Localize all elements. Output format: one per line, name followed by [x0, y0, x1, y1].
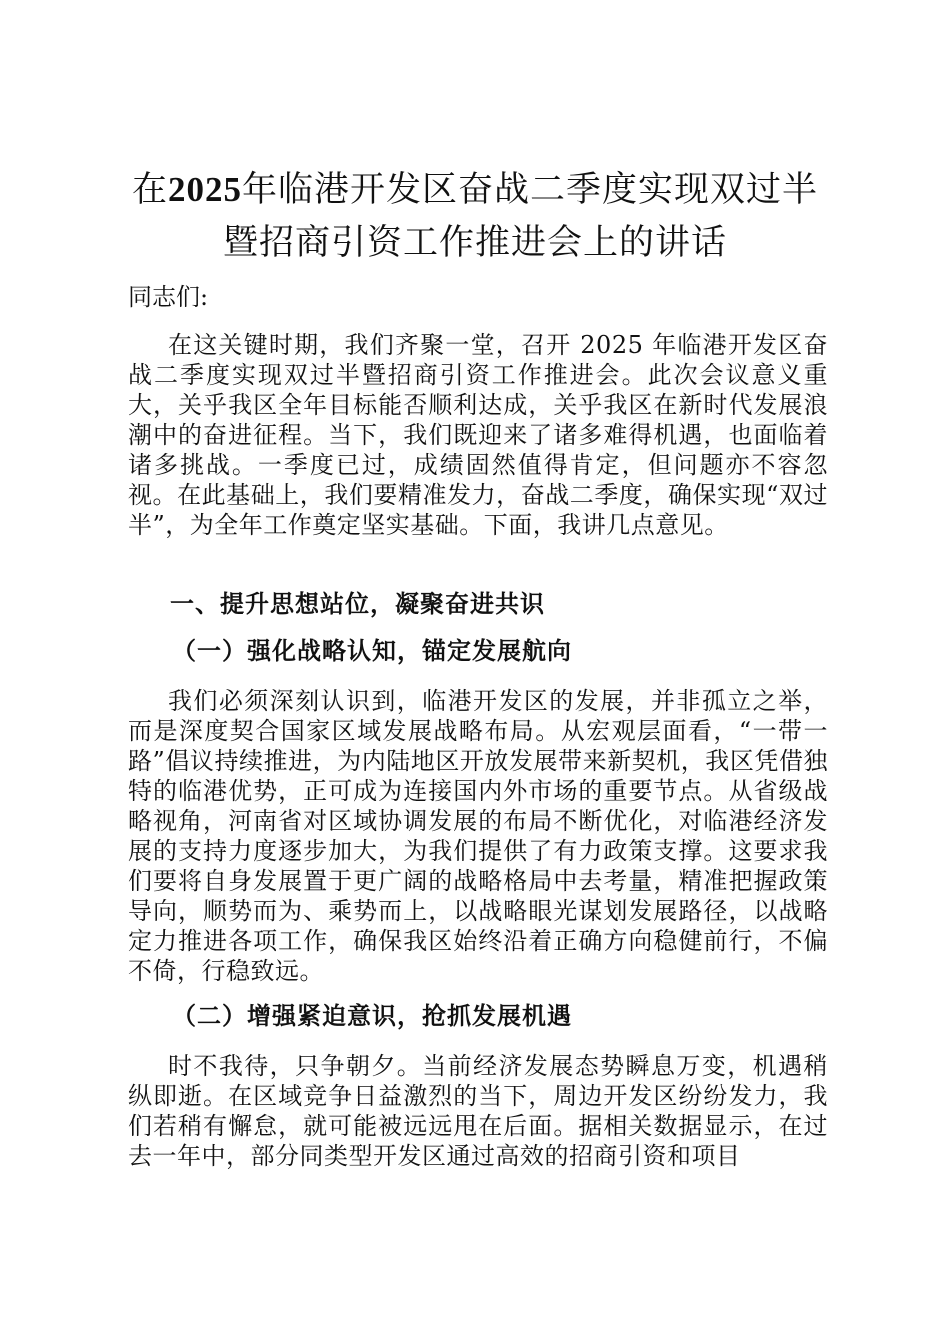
document-title-line-1	[100, 162, 850, 218]
subsection-2-paragraph: 时不我待，只争朝夕。当前经济发展态势瞬息万变，机遇稍纵即逝。在区域竞争日益激烈的当下，周边开发区纷纷发力，我们若稍有懈怠，就可能被远远甩在后面。据相关数据显示，在过去一年中，部分同类型开发区通过高效的招商引资和项目	[128, 1052, 828, 1170]
section-1-heading: 一、提升思想站位，凝聚奋进共识	[170, 589, 545, 618]
intro-paragraph: 在这关键时期，我们齐聚一堂，召开 2025 年临港开发区奋战二季度实现双过半暨招商引资工作推进会。此次会议意义重大，关乎我区全年目标能否顺利达成，关乎我区在新时代发展浪潮中的奋进征程。当下，我们既迎来了诸多难得机遇，也面临着诸多挑战。一季度已过，成绩固然值得肯定，但问题亦不容忽视。在此基础上，我们要精准发力，奋战二季度，确保实现“双过半”，为全年工作奠定坚实基础。下面，我讲几点意见。	[128, 331, 828, 539]
title-suffix: 年临港开发区奋战二季度实现双过半	[242, 170, 819, 210]
document-title-line-2: 暨招商引资工作推进会上的讲话	[222, 223, 727, 263]
subsection-1-heading: （一）强化战略认知，锚定发展航向	[172, 636, 572, 665]
subsection-2-heading: （二）增强紧迫意识，抢抓发展机遇	[172, 1001, 572, 1030]
title-year: 2025	[168, 170, 242, 209]
title-prefix: 在	[131, 170, 168, 210]
subsection-1-paragraph: 我们必须深刻认识到，临港开发区的发展，并非孤立之举，而是深度契合国家区域发展战略布局。从宏观层面看，“一带一路”倡议持续推进，为内陆地区开放发展带来新契机，我区凭借独特的临港优势，正可成为连接国内外市场的重要节点。从省级战略视角，河南省对区域协调发展的布局不断优化，对临港经济发展的支持力度逐步加大，为我们提供了有力政策支撑。这要求我们要将自身发展置于更广阔的战略格局中去考量，精准把握政策导向，顺势而为、乘势而上，以战略眼光谋划发展路径，以战略定力推进各项工作，确保我区始终沿着正确方向稳健前行，不偏不倚，行稳致远。	[128, 687, 828, 985]
salutation: 同志们:	[128, 283, 209, 311]
